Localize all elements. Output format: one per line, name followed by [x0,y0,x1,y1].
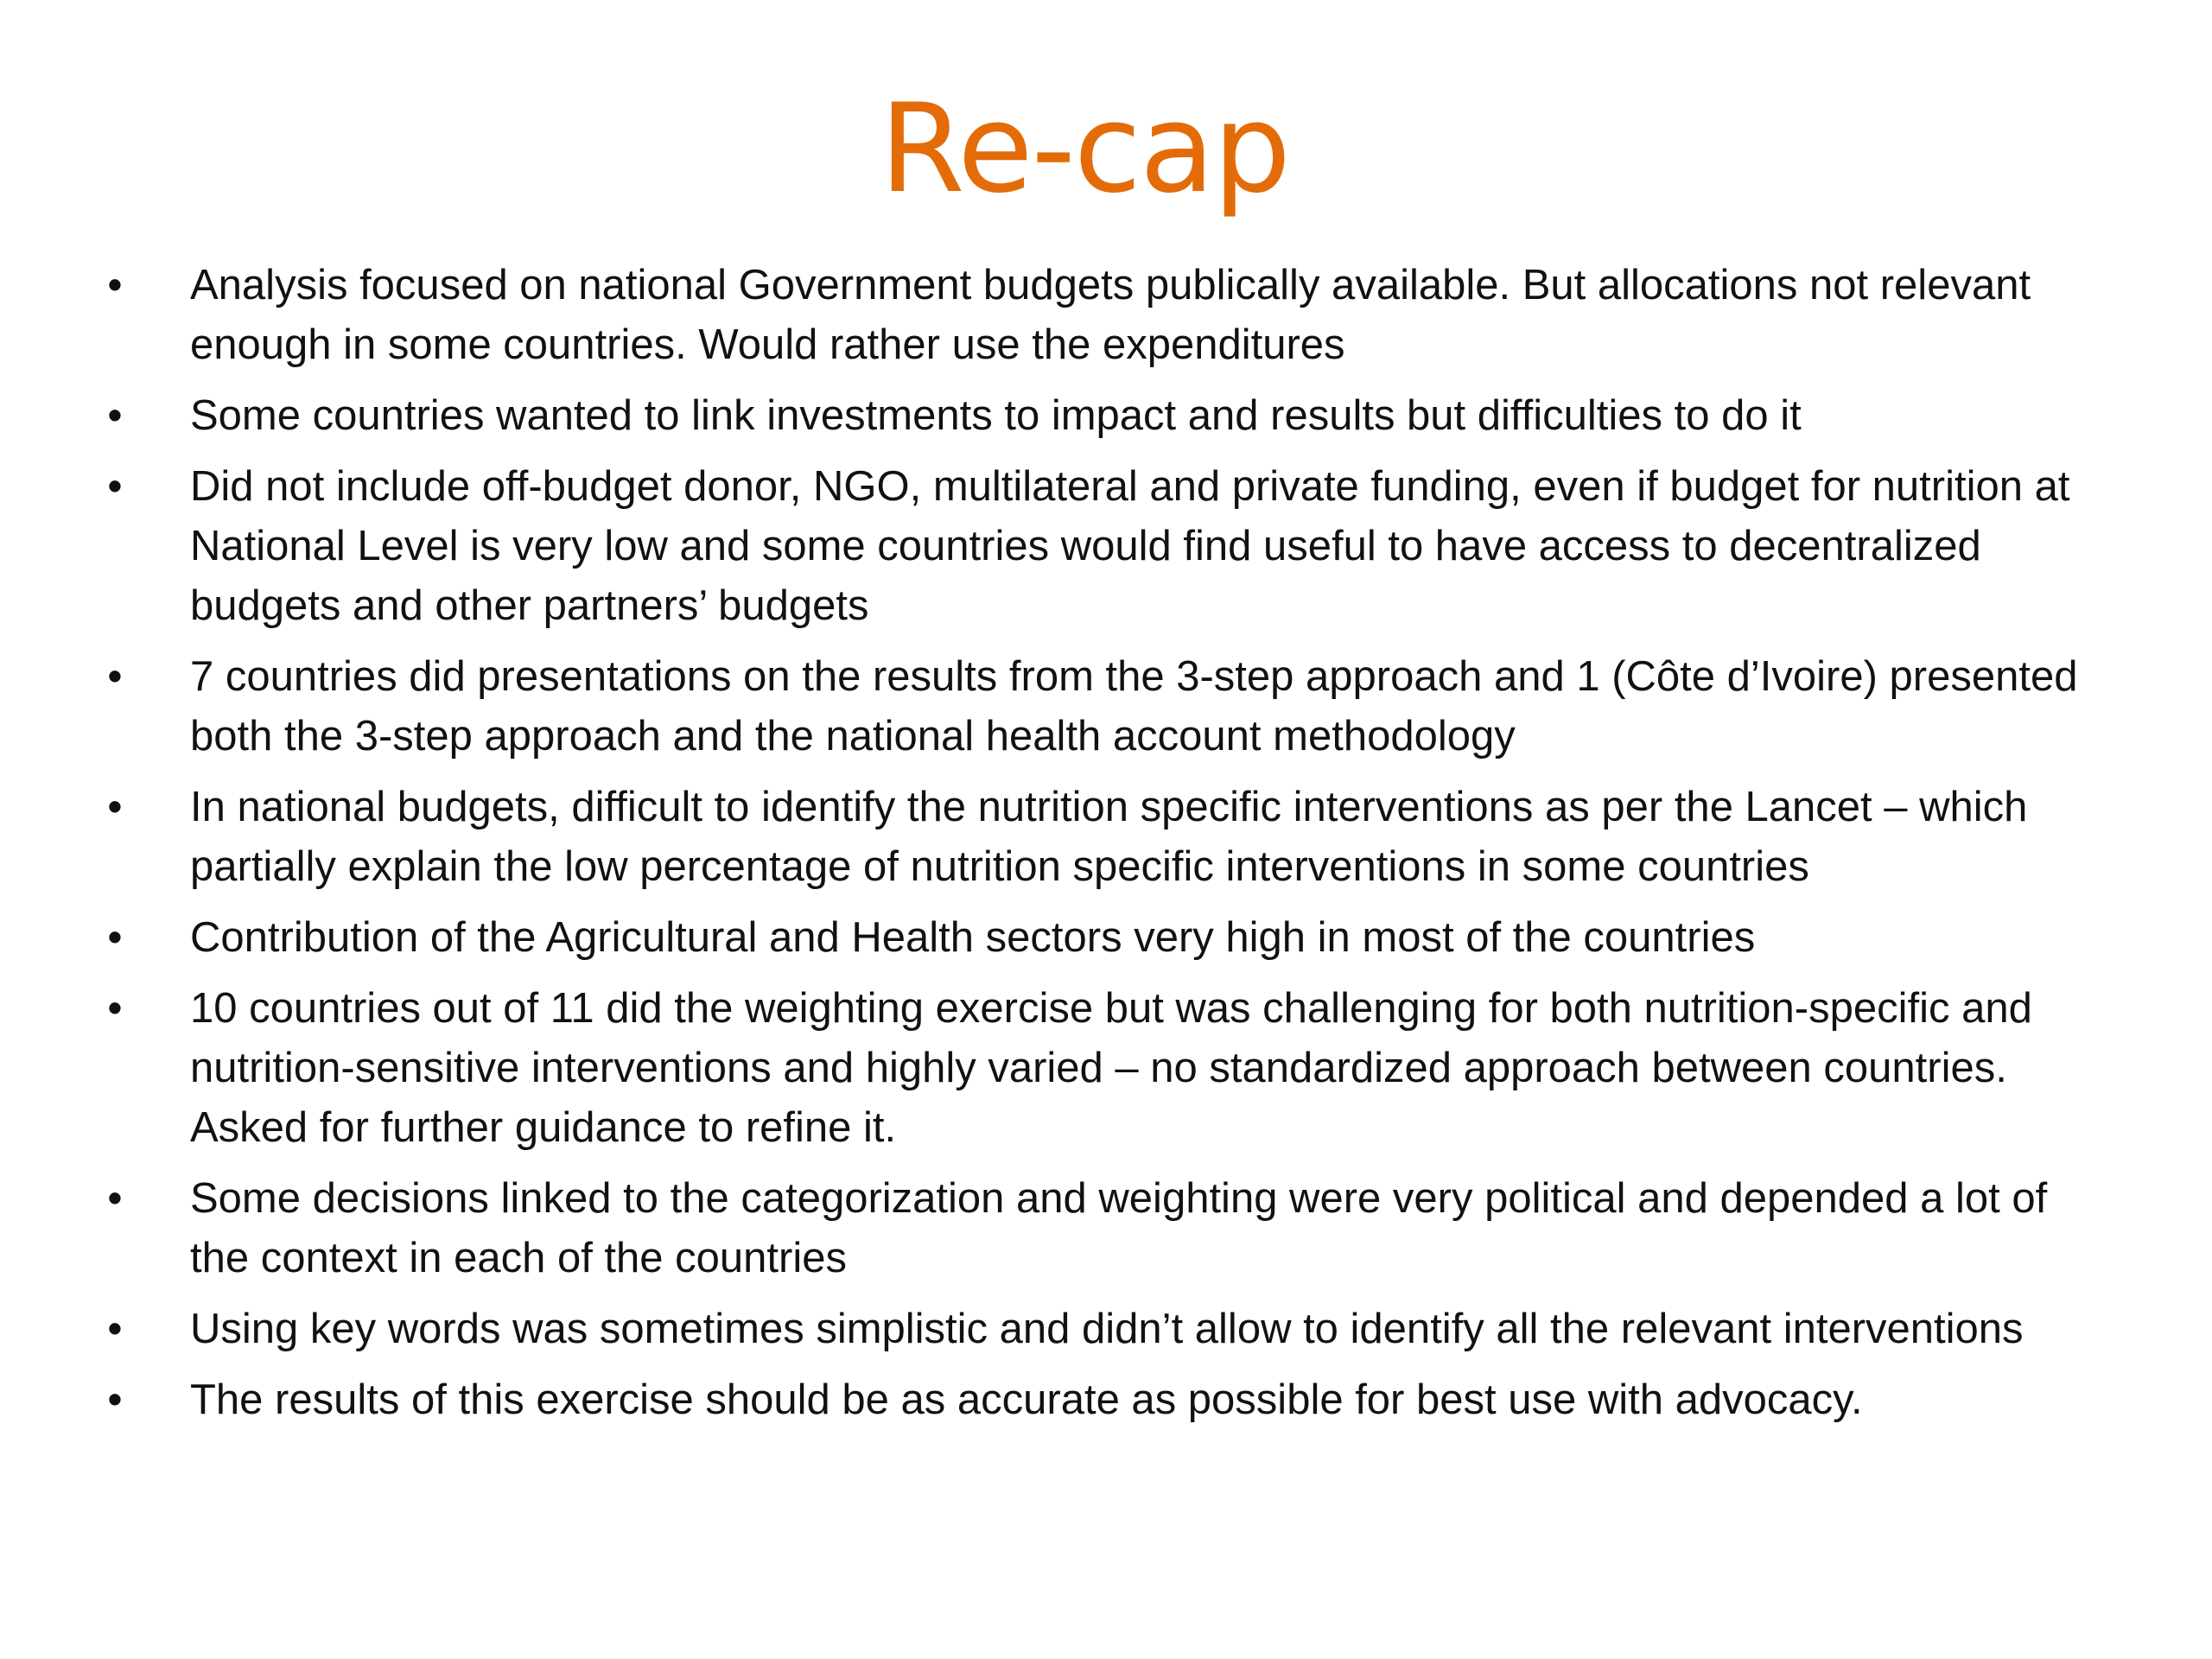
bullet-icon: • [107,653,123,700]
list-item [102,778,2089,897]
bullet-text: In national budgets, difficult to identify the nutrition specific interventions as per the Lancet – which partially explain the low percentage of nutrition specific interventions in some countries [190,784,2028,890]
list-item [102,1300,2089,1359]
list-item [102,647,2089,766]
list-item [102,1370,2089,1430]
bullet-text: Using key words was sometimes simplistic and didn’t allow to identify all the relevant interventions [190,1306,2024,1352]
bullet-icon: • [107,1306,123,1352]
bullet-icon: • [107,262,123,308]
bullet-text: Analysis focused on national Government budgets publically available. But allocations not relevant enough in some countries. Would rather use the expenditures [190,262,2031,368]
slide-title: Re-cap [879,78,1290,220]
bullet-icon: • [107,1376,123,1423]
bullet-text: The results of this exercise should be as accurate as possible for best use with advocacy. [190,1376,1863,1423]
list-item [102,457,2089,636]
bullet-list [102,256,2089,1441]
bullet-text: Some decisions linked to the categorization and weighting were very political and depended a lot of the context in each of the countries [190,1175,2048,1281]
bullet-text: Some countries wanted to link investments to impact and results but difficulties to do it [190,392,1802,439]
list-item [102,256,2089,375]
bullet-icon: • [107,1175,123,1222]
bullet-icon: • [107,914,123,961]
bullet-icon: • [107,392,123,439]
list-item [102,1169,2089,1288]
bullet-icon: • [107,463,123,510]
list-item [102,979,2089,1158]
list-item [102,908,2089,968]
bullet-text: 7 countries did presentations on the results from the 3-step approach and 1 (Côte d’Ivoire) presented both the 3-step approach and the national health account methodology [190,653,2078,760]
list-item [102,386,2089,446]
bullet-text: Contribution of the Agricultural and Health sectors very high in most of the countries [190,914,1756,961]
bullet-icon: • [107,985,123,1032]
bullet-text: Did not include off-budget donor, NGO, multilateral and private funding, even if budget for nutrition at National Level is very low and some countries would find useful to have access to decentralized budgets and other partners’ budgets [190,463,2070,629]
bullet-text: 10 countries out of 11 did the weighting exercise but was challenging for both nutrition-specific and nutrition-sensitive interventions and highly varied – no standardized approach between countries. Asked for further guidance to refine it. [190,985,2032,1151]
bullet-icon: • [107,784,123,830]
